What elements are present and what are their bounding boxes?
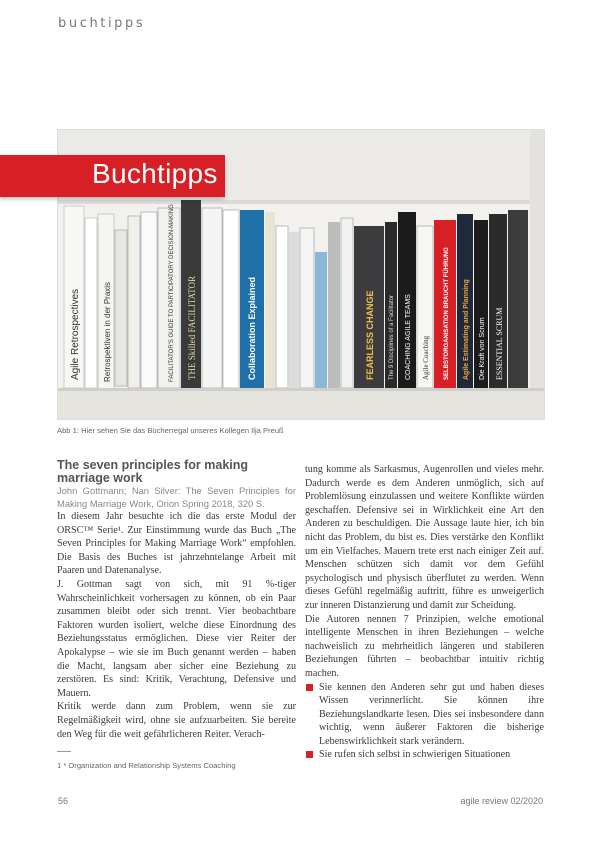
book-spine	[265, 212, 275, 388]
list-item: Sie rufen sich selbst in schwierigen Situationen	[305, 748, 544, 762]
article-meta: John Gottmann; Nan Silver: The Seven Principles for Making Marriage Work, Orion Spring 2018, 320 S.	[57, 485, 296, 509]
paragraph: tung komme als Sarkasmus, Augenrollen und vieles mehr. Dadurch werde es dem Anderen unmöglich, sich auf Problemlösung einzulassen und weitere Konflikte würden geschaffen. Defensive sei in Wirklichkeit eine Art den Anderen zu beschuldigen. Die Aussage laute hier, ich bin nicht das Problem, du bist es. Dies verstärke den Konflikt um ein Vielfaches. Mauern trete erst nach einiger Zeit auf. Menschen schützen sich damit vor dem Gefühl psychologisch und physisch überflutet zu werden. Wenn dieses Gefühl regelmäßig auftritt, führe es unweigerlich zur inneren Distanzierung und damit zur Scheidung.	[305, 464, 544, 611]
page-number: 56	[58, 796, 69, 806]
book-spine	[328, 222, 340, 388]
paragraph: J. Gottman sagt von sich, mit 91 %-tiger Wahrscheinlichkeit vorhersagen zu können, ob ein Paar zusammen bleibt oder sich trennt. Vier beobachtbare Faktoren wurden isoliert, welche diese Einordnung des Beziehungsstatus ermöglichen. Diese vier Reiter der Apokalypse – wie sie im Buch genannt werden – haben die Macht, langsam aber sicher eine Beziehung zu zerstören. Es sind: Kritik, Verachtung, Defensive und Mauern.	[57, 578, 296, 699]
issue-label: agile review 02/2020	[460, 796, 543, 806]
text-column-right	[305, 463, 544, 762]
paragraph: Die Autoren nennen 7 Prinzipien, welche emotional intelligente Menschen in ihren Beziehungen – welche nachweislich zu mehrheitlich längeren und stabileren Beziehungen führten – beobachtbar intuitiv richtig machen.	[305, 613, 544, 679]
spine-text: Agile Estimating and Planning	[463, 279, 470, 380]
shelf-side-panel	[530, 130, 544, 419]
book-spine	[300, 228, 314, 388]
text-column-left	[57, 459, 296, 741]
footnote-divider	[57, 751, 71, 752]
shelf-board	[58, 388, 544, 419]
book-spine	[341, 218, 353, 388]
spine-text: Retrospektiven in der Praxis	[103, 281, 112, 382]
paragraph: In diesem Jahr besuchte ich die das erste Modul der ORSC™ Serie¹. Zur Einstimmung wurde das Buch „The Seven Principles for Making Marriage Work“ empfohlen. Die Basis des Buches ist jahrzehntelange Arbeit mit Paaren und Datenanalyse.	[57, 511, 296, 577]
book-spine	[276, 226, 288, 388]
book-spine	[315, 252, 327, 388]
figure-caption: Abb 1: Hier sehen Sie das Bücherregal unseres Kollegen Ilja Preuß	[57, 426, 284, 435]
book-spine	[115, 230, 127, 386]
spine-text: The 9 Disciplines of a Facilitator	[389, 294, 395, 380]
banner-title: Buchtipps	[92, 158, 218, 189]
article-title: The seven principles for making marriage work	[57, 458, 249, 485]
principles-list	[305, 681, 544, 763]
section-banner	[0, 155, 225, 197]
book-spine	[141, 212, 157, 388]
spine-text: THE Skilled FACILITATOR	[187, 276, 197, 380]
paragraph: Kritik werde dann zum Problem, wenn sie zur Regelmäßigkeit wird, ohne sie aufzuarbeiten. Sie bereite den Weg für die weit gefährlicheren Reiter. Verach-	[57, 701, 296, 740]
spine-text: Agile Retrospectives	[70, 288, 81, 380]
spine-text: FEARLESS CHANGE	[365, 290, 375, 380]
book-spine	[508, 210, 528, 388]
spine-text: Die Kraft von Scrum	[479, 317, 486, 380]
list-item: Sie kennen den Anderen sehr gut und haben dieses Wissen verinnerlicht. Sie können ihre Beziehungslandkarte lesen. Dies sei insbesondere dann wichtig, wenn äußerer Faktoren die bisherige Lebenswirklichkeit stark verändern.	[305, 681, 544, 749]
spine-text: FACILITATOR'S GUIDE TO PARTICIPATORY DECISION-MAKING	[169, 204, 175, 382]
upper-shelf-edge	[58, 200, 544, 204]
book-spine	[289, 232, 299, 388]
section-label: buchtipps	[58, 16, 146, 31]
book-spine	[202, 208, 222, 388]
spine-text: Agile Coaching	[422, 335, 430, 380]
shelf-board-edge	[58, 388, 544, 391]
book-spine	[128, 216, 140, 388]
book-spine	[223, 210, 239, 388]
spine-text: ESSENTIAL SCRUM	[495, 307, 504, 380]
spine-text: SELBSTORGANISATION BRAUCHT FÜHRUNG	[444, 247, 450, 380]
spine-text: COACHING AGILE TEAMS	[405, 294, 412, 380]
book-spine	[85, 218, 97, 388]
footnote: 1 * Organization and Relationship Systems Coaching	[57, 761, 236, 770]
spine-text: Collaboration Explained	[247, 276, 257, 380]
